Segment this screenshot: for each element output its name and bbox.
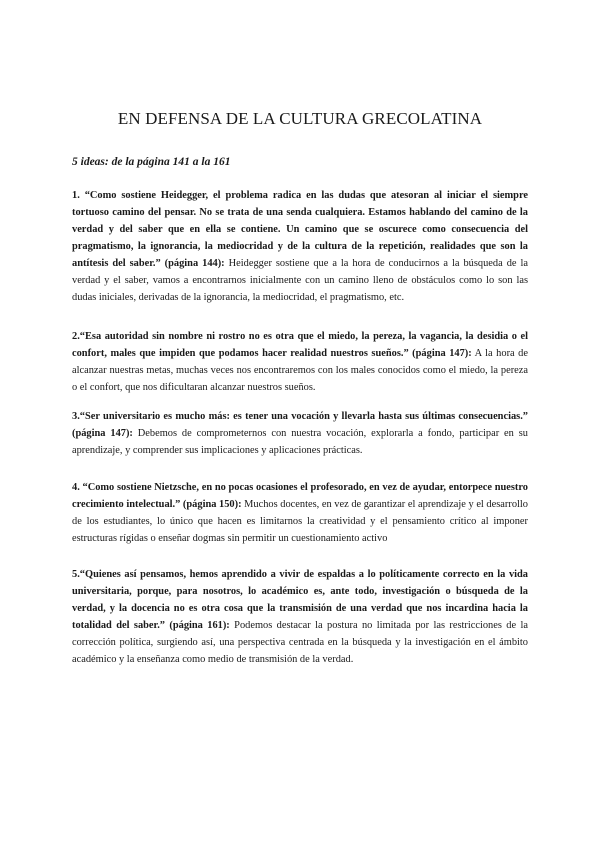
- document-subtitle: 5 ideas: de la página 141 a la 161: [72, 156, 231, 168]
- idea-comment-2: A la hora de alcanzar nuestras metas, muchas veces nos encontraremos con los males conocidos como el miedo, la pereza o el confort, que nos dificultaran alcanzar nuestros sueños.: [72, 348, 528, 393]
- idea-paragraph-3: [72, 408, 528, 459]
- idea-quote-1: 1. “Como sostiene Heidegger, el problema radica en las dudas que atesoran al iniciar el siempre tortuoso camino del pensar. No se trata de una senda cualquiera. Estamos hablando del camino de la verdad y del saber que en ella se contiene. Un camino que se oscurece como consecuencia del pragmatismo, la ignorancia, la mediocridad y de la cultura de la repetición, realidades que son la antítesis del saber.” (página 144):: [72, 190, 528, 269]
- idea-quote-5: 5.“Quienes así pensamos, hemos aprendido a vivir de espaldas a lo políticamente correcto en la vida universitaria, porque, para nosotros, lo académico es, ante todo, investigación o búsqueda de la verdad, y la docencia no es otra cosa que la transmisión de una verdad que nos incardina hacia la totalidad del saber.” (página 161):: [72, 569, 528, 631]
- idea-paragraph-5: [72, 566, 528, 668]
- idea-paragraph-4: [72, 479, 528, 547]
- idea-comment-1: Heidegger sostiene que a la hora de conducirnos a la búsqueda de la verdad y el saber, vamos a encontrarnos inicialmente con un camino lleno de obstáculos como lo son las dudas iniciales, derivadas de la ignorancia, la mediocridad, el pragmatismo, etc.: [72, 258, 528, 303]
- idea-quote-4: 4. “Como sostiene Nietzsche, en no pocas ocasiones el profesorado, en vez de ayudar, entorpece nuestro crecimiento intelectual.” (página 150):: [72, 482, 528, 510]
- idea-comment-5: Podemos destacar la postura no limitada por las restricciones de la corrección política, surgiendo así, una perspectiva centrada en la búsqueda y la investigación en el ámbito académico y la enseñanza como medio de transmisión de la verdad.: [72, 620, 528, 665]
- idea-quote-2: 2.“Esa autoridad sin nombre ni rostro no es otra que el miedo, la pereza, la vagancia, la desidia o el confort, males que impiden que podamos hacer realidad nuestros sueños.” (página 147):: [72, 331, 528, 359]
- document-title: EN DEFENSA DE LA CULTURA GRECOLATINA: [117, 109, 483, 128]
- idea-paragraph-1: [72, 187, 528, 306]
- document-page: [72, 108, 528, 668]
- idea-comment-4: Muchos docentes, en vez de garantizar el aprendizaje y el desarrollo de los estudiantes, lo único que hacen es limitarnos la creatividad y el pensamiento crítico al imponer estructuras rígidas o enseñar dogmas sin permitir un cuestionamiento activo: [72, 499, 528, 544]
- idea-paragraph-2: [72, 328, 528, 396]
- idea-quote-3: 3.“Ser universitario es mucho más: es tener una vocación y llevarla hasta sus últimas consecuencias.” (página 147):: [72, 411, 528, 439]
- idea-comment-3: Debemos de comprometernos con nuestra vocación, explorarla a fondo, participar en su aprendizaje, y comprender sus implicaciones y aplicaciones prácticas.: [72, 428, 528, 456]
